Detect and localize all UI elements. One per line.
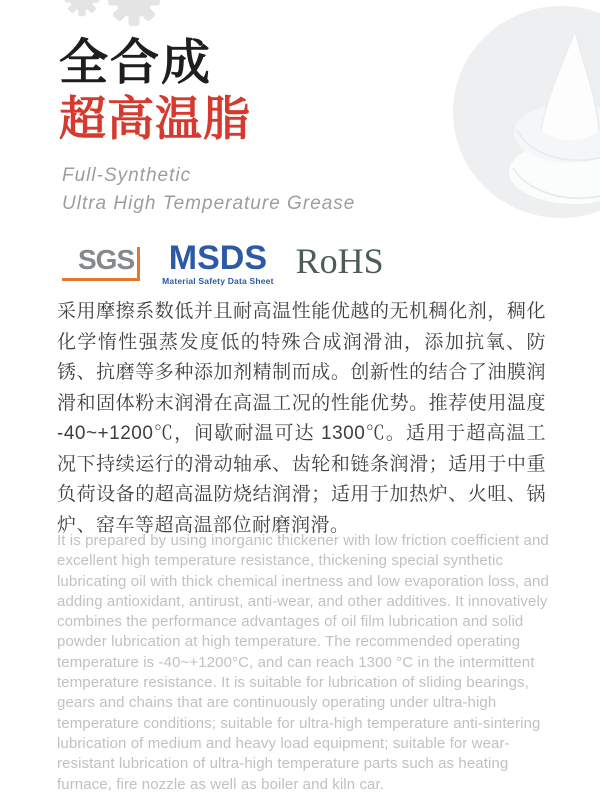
rohs-logo-text: RoHS — [295, 241, 384, 281]
msds-logo — [162, 239, 274, 286]
gear-icon — [104, 0, 164, 30]
grease-swirl-image — [485, 18, 600, 208]
subtitle-line1: Full-Synthetic — [62, 165, 192, 186]
sgs-logo — [62, 244, 140, 281]
subtitle-line2: Ultra High Temperature Grease — [62, 193, 356, 214]
msds-logo-text: MSDS — [168, 239, 267, 277]
description-english: It is prepared by using inorganic thickener with low friction coefficient and excellent high temperature resistance, thickening special synthetic lubricating oil with thick chemical inertness and low evaporation loss, and adding antioxidant, antirust, anti-wear, and other additives. It innovatively combines the performance advantages of oil film lubrication and solid powder lubrication at high temperature. The recommended operating temperature is -40~+1200°C, and can reach 1300 °C in the intermittent temperature resistance. It is suitable for lubrication of sliding bearings, gears and chains that are continuously operating under ultra-high temperature conditions; suitable for ultra-high temperature anti-sintering lubrication of medium and heavy load equipment; suitable for wear-resistant lubrication of ultra-high temperature parts such as heating furnace, fire nozzle as well as boiler and kiln car. — [57, 532, 549, 793]
product-title-cn: 全合成 — [59, 36, 213, 90]
product-subtitle — [62, 162, 355, 218]
product-photo — [453, 6, 600, 218]
certification-logos — [62, 241, 384, 286]
rohs-logo — [296, 241, 384, 281]
product-title-cn-red: 超高温脂 — [59, 92, 251, 145]
gear-icon — [62, 0, 102, 19]
msds-logo-subtext: Material Safety Data Sheet — [162, 276, 274, 286]
description-chinese: 采用摩擦系数低并且耐高温性能优越的无机稠化剂，稠化化学惰性强蒸发度低的特殊合成润滑油，添加抗氧、防锈、抗磨等多种添加剂精制而成。创新性的结合了油膜润滑和固体粉末润滑在高温工况的性能优势。推荐使用温度 -40~+1200℃，间歇耐温可达 1300℃。适用于超高温工况下持续运行的滑动轴承、齿轮和链条润滑；适用于中重负荷设备的超高温防烧结润滑；适用于加热炉、火咀、锅炉、窑车等超高温部位耐磨润滑。 — [57, 301, 546, 536]
sgs-logo-text: SGS — [78, 244, 135, 275]
